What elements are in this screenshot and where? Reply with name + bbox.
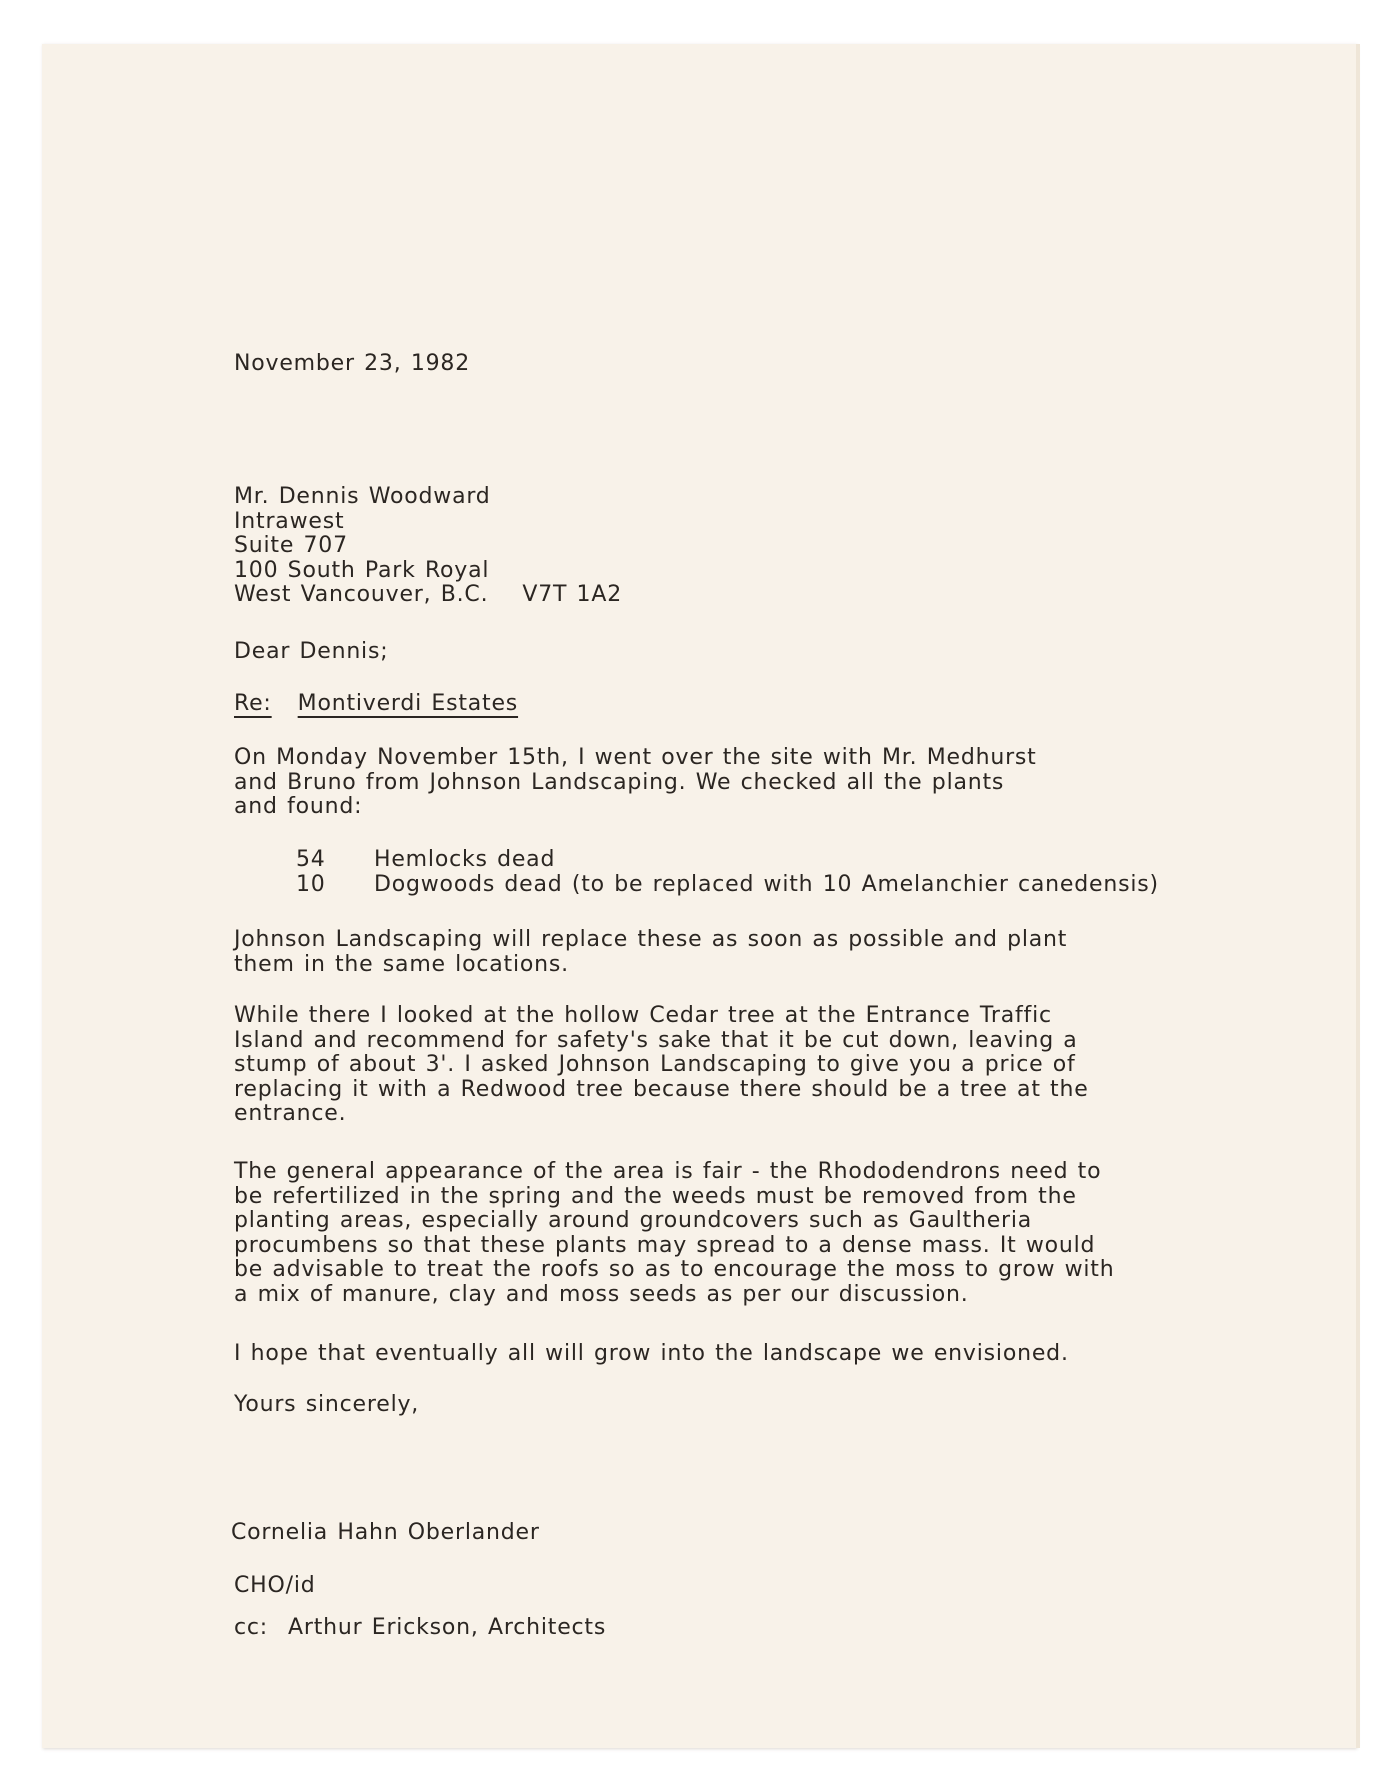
item-quantity: 54 bbox=[296, 847, 326, 872]
item-description: Hemlocks dead bbox=[374, 847, 556, 872]
paragraph-line: planting areas, especially around groundcovers such as Gaultheria bbox=[234, 1208, 1033, 1233]
paragraph-line: entrance. bbox=[234, 1101, 347, 1126]
paragraph-site-visit bbox=[234, 746, 1037, 820]
item-description: Dogwoods dead (to be replaced with 10 Amelanchier canedensis) bbox=[374, 872, 1159, 897]
address-line: Suite 707 bbox=[234, 533, 348, 558]
address-city: West Vancouver, B.C. bbox=[234, 582, 489, 607]
paragraph-line: be advisable to treat the roofs so as to encourage the moss to grow with bbox=[234, 1257, 1115, 1282]
paragraph-cedar-tree bbox=[234, 1004, 1089, 1127]
paragraph-line: On Monday November 15th, I went over the site with Mr. Medhurst bbox=[234, 745, 1037, 770]
paragraph-line: procumbens so that these plants may spread to a dense mass. It would bbox=[234, 1232, 1096, 1258]
recipient-address bbox=[234, 485, 622, 608]
paragraph-line: and found: bbox=[234, 794, 363, 819]
paragraph-line: replacing it with a Redwood tree because there should be a tree at the bbox=[234, 1076, 1089, 1102]
address-line: Intrawest bbox=[234, 508, 345, 534]
cc-recipient: Arthur Erickson, Architects bbox=[288, 1615, 607, 1640]
paragraph-line: and Bruno from Johnson Landscaping. We checked all the plants bbox=[234, 769, 1005, 795]
list-item bbox=[234, 848, 1234, 873]
paragraph-line: a mix of manure, clay and moss seeds as per our discussion. bbox=[234, 1281, 969, 1307]
item-quantity: 10 bbox=[296, 872, 326, 897]
letter-date: November 23, 1982 bbox=[234, 351, 471, 376]
paragraph-line: stump of about 3'. I asked Johnson Landscaping to give you a price of bbox=[234, 1052, 1076, 1077]
paragraph-line: be refertilized in the spring and the weeds must be removed from the bbox=[234, 1183, 1077, 1209]
paragraph-line: Johnson Landscaping will replace these as soon as possible and plant bbox=[234, 927, 1068, 952]
address-line-city bbox=[234, 583, 622, 608]
list-item bbox=[234, 873, 1234, 898]
address-line: Mr. Dennis Woodward bbox=[234, 484, 491, 509]
cc-label: cc: bbox=[234, 1615, 269, 1640]
address-postal-code: V7T 1A2 bbox=[522, 582, 622, 607]
paragraph-line: Island and recommend for safety's sake that it be cut down, leaving a bbox=[234, 1027, 1078, 1053]
paragraph-line: them in the same locations. bbox=[234, 951, 569, 977]
salutation: Dear Dennis; bbox=[234, 639, 389, 664]
complimentary-close: Yours sincerely, bbox=[234, 1392, 420, 1417]
paragraph-line: The general appearance of the area is fair - the Rhododendrons need to bbox=[234, 1159, 1102, 1184]
subject-label: Re: bbox=[234, 691, 272, 716]
signatory-name: Cornelia Hahn Oberlander bbox=[231, 1520, 540, 1545]
paragraph-closing-hope: I hope that eventually all will grow into the landscape we envisioned. bbox=[234, 1341, 1069, 1366]
address-line: 100 South Park Royal bbox=[234, 557, 490, 583]
subject-text: Montiverdi Estates bbox=[297, 691, 519, 716]
carbon-copy-line bbox=[234, 1616, 606, 1641]
reference-initials: CHO/id bbox=[234, 1573, 316, 1598]
paragraph-line: While there I looked at the hollow Cedar tree at the Entrance Traffic bbox=[234, 1003, 1052, 1028]
subject-line bbox=[234, 692, 518, 717]
paragraph-replacement bbox=[234, 928, 1067, 977]
paragraph-general-appearance bbox=[234, 1160, 1114, 1307]
paper-edge bbox=[1356, 44, 1360, 1748]
dead-plants-list bbox=[234, 848, 1234, 898]
